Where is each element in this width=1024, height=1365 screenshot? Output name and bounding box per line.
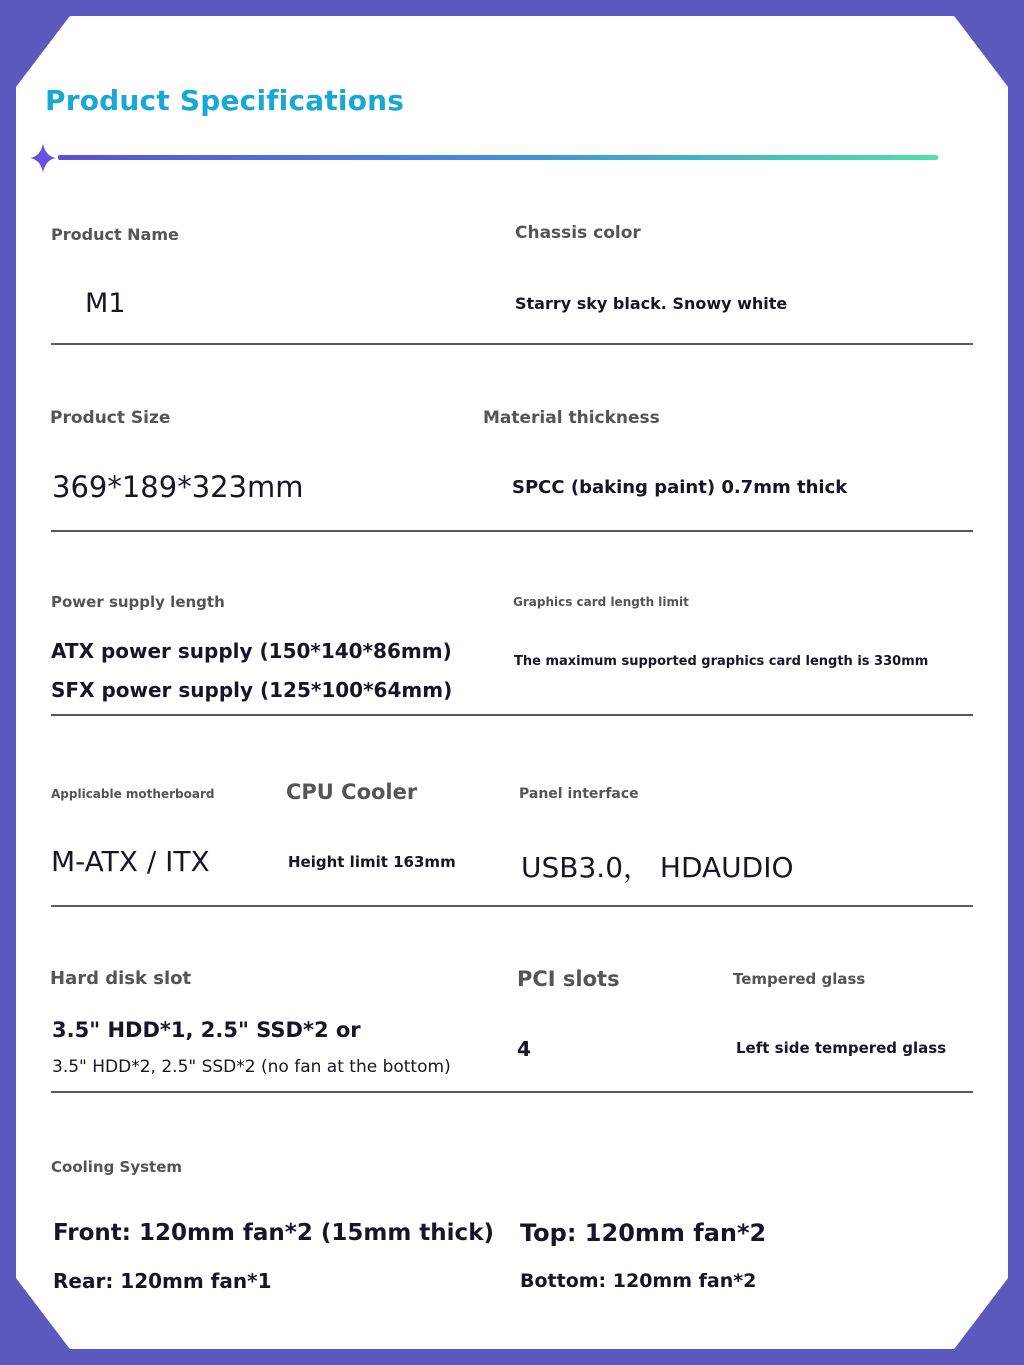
frame-bottom (0, 1349, 1024, 1365)
pci-slots-label: PCI slots (517, 967, 620, 991)
cooling-front: Front: 120mm fan*2 (15mm thick) (53, 1220, 494, 1246)
power-supply-sfx: SFX power supply (125*100*64mm) (51, 678, 453, 702)
frame-right (1008, 0, 1024, 1365)
tempered-glass-value: Left side tempered glass (736, 1039, 947, 1057)
product-size-value: 369*189*323mm (52, 470, 304, 504)
motherboard-label: Applicable motherboard (51, 787, 215, 801)
power-supply-atx: ATX power supply (150*140*86mm) (51, 639, 452, 663)
gpu-limit-label: Graphics card length limit (513, 595, 689, 609)
cooling-system-label: Cooling System (51, 1158, 183, 1176)
gpu-limit-value: The maximum supported graphics card length is 330mm (514, 654, 929, 669)
cpu-cooler-label: CPU Cooler (286, 780, 418, 804)
corner-top-right (942, 0, 1024, 108)
sparkle-icon (30, 143, 56, 173)
power-supply-label: Power supply length (51, 593, 225, 611)
cpu-cooler-value: Height limit 163mm (288, 853, 456, 871)
divider (51, 530, 973, 532)
hard-disk-line1: 3.5" HDD*1, 2.5" SSD*2 or (52, 1018, 361, 1042)
cooling-bottom: Bottom: 120mm fan*2 (520, 1270, 757, 1292)
hard-disk-label: Hard disk slot (50, 968, 192, 989)
motherboard-value: M-ATX / ITX (51, 845, 210, 878)
cooling-top: Top: 120mm fan*2 (520, 1219, 767, 1247)
product-name-label: Product Name (51, 225, 179, 244)
chassis-color-label: Chassis color (515, 223, 641, 243)
divider (51, 905, 973, 907)
product-name-value: M1 (85, 288, 126, 319)
divider (51, 1091, 973, 1093)
divider (51, 343, 973, 345)
tempered-glass-label: Tempered glass (733, 970, 866, 988)
panel-interface-label: Panel interface (519, 786, 639, 802)
frame-top (0, 0, 1024, 16)
divider (51, 714, 973, 716)
product-size-label: Product Size (50, 408, 171, 428)
hard-disk-line2: 3.5" HDD*2, 2.5" SSD*2 (no fan at the bottom) (52, 1057, 451, 1077)
frame-left (0, 0, 16, 1365)
title-underline (58, 155, 938, 160)
chassis-color-value: Starry sky black. Snowy white (515, 294, 788, 313)
pci-slots-value: 4 (517, 1037, 531, 1061)
corner-bottom-right (942, 1257, 1024, 1365)
material-thickness-label: Material thickness (483, 408, 660, 428)
page-title: Product Specifications (45, 84, 405, 117)
panel-interface-value: USB3.0， HDAUDIO (521, 851, 794, 884)
cooling-rear: Rear: 120mm fan*1 (53, 1269, 272, 1293)
material-thickness-value: SPCC (baking paint) 0.7mm thick (512, 477, 848, 498)
